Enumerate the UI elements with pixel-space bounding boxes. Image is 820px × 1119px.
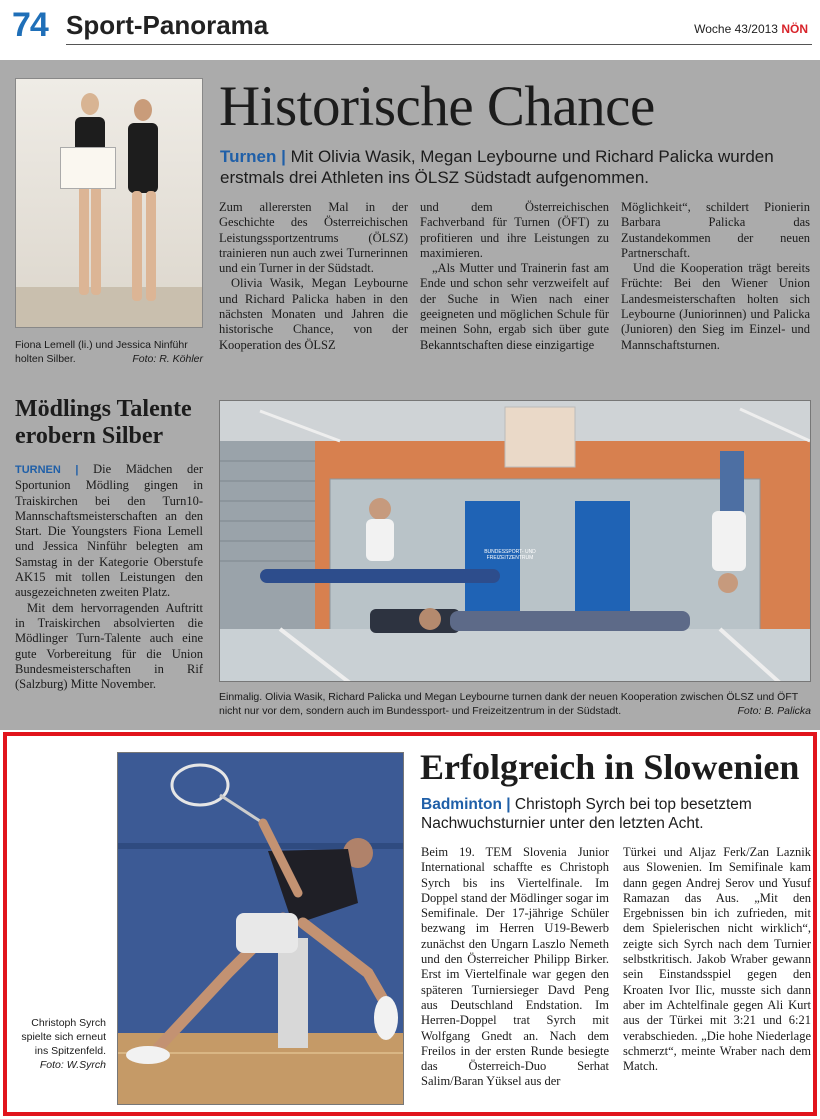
badminton-illustration: [118, 753, 404, 1105]
article-body-columns: [219, 200, 811, 353]
paragraph: „Als Mutter und Trainerin fast am Ende und schon sehr verzweifelt auf der Suche in Wien nach einer geeigneten und möglichen Schule für meinen Sohn, ergab sich über gute Bekanntschaften diese einzigartige: [420, 261, 609, 352]
article-kicker: TURNEN |: [15, 464, 79, 476]
article-body-columns: [421, 845, 811, 1090]
photo-badminton: [117, 752, 404, 1105]
paragraph: Zum allerersten Mal in der Geschichte des Österreichischen Leistungssportzentrums (ÖLSZ) trainieren nun auch zwei Turnerinnen und ein Turner in der Südstadt.: [219, 200, 408, 276]
building-sign: BUNDESSPORT- UND FREIZEITZENTRUM: [484, 549, 536, 561]
body-column-2: [623, 845, 811, 1090]
article-kicker: Turnen |: [220, 147, 286, 166]
paragraph-text: Die Mädchen der Sportunion Mödling gingen in Traiskirchen bei den Turn10-Mannschaftsmeisterschaften an den Start. Die Youngsters Fiona Lemell und Jessica Ninführ belegten am Samstag in der Kategorie Oberstufe AK15 mit tollen Leistungen den ausgezeichneten zweiten Platz.: [15, 462, 203, 600]
brand-label: NÖN: [781, 22, 808, 36]
photo-sportzentrum: [219, 400, 811, 682]
article-title-historische-chance: Historische Chance: [219, 75, 655, 138]
photo-credit: Foto: R. Köhler: [132, 353, 203, 365]
gymnast-figure-right: [124, 99, 164, 313]
paragraph: Mit dem hervorragenden Auftritt in Traiskirchen absolvierten die Mödlinger Turn-Talente auch eine gute Vorbereitung für die Union Bundesmeisterschaften in Rif (Salzburg) Mitte November.: [15, 600, 203, 692]
page-header: [0, 0, 820, 56]
article-lead: [220, 146, 810, 188]
page-number: 74: [12, 6, 48, 44]
body-column-1: [219, 200, 408, 353]
paragraph: Türkei und Aljaz Ferk/Zan Laznik aus Slowenien. Im Semifinale kam dann gegen Andrej Serov und Yusuf Ramazan das Aus. „Mit den Ergebnissen bin ich zufrieden, mit dem Spielerischen nicht wirklich“, zeigte sich Syrch nach dem Turnier selbstkritisch. Jakob Wraber gewann sein Einstandsspiel gegen den Kroaten Ivor Ilic, musste sich dann aber im Achtelfinale gegen Ali Kurt aus der Türkei mit 3:21 und 6:21 verabschieden. „Die hohe Niederlage schmerzt“, meinte Wraber nach dem Match.: [623, 845, 811, 1074]
photo-credit: Foto: W.Syrch: [39, 1059, 106, 1071]
caption-text: Christoph Syrch spielte sich erneut ins Spitzenfeld.: [21, 1017, 106, 1057]
photo-caption-gymnasts: [15, 338, 203, 366]
header-rule: [66, 44, 812, 45]
photo-caption-badminton: [20, 1016, 106, 1072]
article-title-moedlings-talente: Mödlings Talente erobern Silber: [15, 396, 192, 449]
paragraph: Und die Kooperation trägt bereits Früchte: Bei den Wiener Union Landesmeisterschaften holten sich Leybourne (Juniorinnen) und Palicka (Junioren) den Sieg im Einzel- und Mannschaftsturnen.: [621, 261, 810, 352]
issue-week: [694, 22, 808, 36]
body-column-2: [420, 200, 609, 353]
article-kicker: Badminton |: [421, 796, 511, 813]
photo-gymnasts-silver: [15, 78, 203, 328]
article-lead: [421, 795, 806, 833]
photo-caption-sportzentrum: [219, 690, 811, 718]
article-body: [15, 462, 203, 692]
certificate: [60, 147, 116, 189]
body-column-3: [621, 200, 810, 353]
lead-text: Mit Olivia Wasik, Megan Leybourne und Richard Palicka wurden erstmals drei Athleten ins ÖLSZ Südstadt aufgenommen.: [220, 147, 774, 187]
gymnast-figure-left: [71, 93, 109, 313]
lead-text: Christoph Syrch bei top besetztem Nachwuchsturnier unter den letzten Acht.: [421, 796, 752, 832]
paragraph: Olivia Wasik, Megan Leybourne und Richard Palicka haben in den nächsten Monaten und Jahren die historische Chance, von der Kooperation des ÖLSZ: [219, 276, 408, 352]
photo-credit: Foto: B. Palicka: [737, 705, 811, 717]
section-title: Sport-Panorama: [66, 10, 269, 40]
week-label: Woche 43/2013: [694, 22, 778, 36]
body-column-1: [421, 845, 609, 1090]
caption-text: Fiona Lemell (li.) und Jessica Ninführ holten Silber.: [15, 339, 188, 365]
paragraph: [15, 462, 203, 601]
sportzentrum-illustration: [220, 401, 811, 682]
caption-text: Einmalig. Olivia Wasik, Richard Palicka und Megan Leybourne turnen dank der neuen Kooperation zwischen ÖLSZ und ÖFT nicht nur vor dem, sondern auch im Bundessport- und Freizeitzentrum in der Südstadt.: [219, 691, 798, 717]
paragraph: Möglichkeit“, schildert Pionierin Barbara Palicka das Zustandekommen der neuen Partnerschaft.: [621, 200, 810, 260]
article-title-slowenien: Erfolgreich in Slowenien: [420, 747, 800, 787]
paragraph: und dem Österreichischen Fachverband für Turnen (ÖFT) zu profitieren und ihre Leistungen zu maximieren.: [420, 200, 609, 260]
paragraph: Beim 19. TEM Slovenia Junior International schaffte es Christoph Syrch bis ins Viertelfinale. Im Doppel stand der Mödlinger sogar im Semifinale. Der 17-jährige Schüler bezwang im Herren U19-Bewerb zunächst den Ungarn Laszlo Nemeth und den Österreicher Philipp Birker. Erst im Viertelfinale war gegen den späteren Turniersieger Davd Peng aus Deutschland Endstation. Im Herren-Doppel trat Syrch mit Wolfgang Gnedt an. Nach dem Freilos in der ersten Runde besiegte das Österreich-Duo Serhat Salim/Baran Yüksel aus der: [421, 845, 609, 1089]
